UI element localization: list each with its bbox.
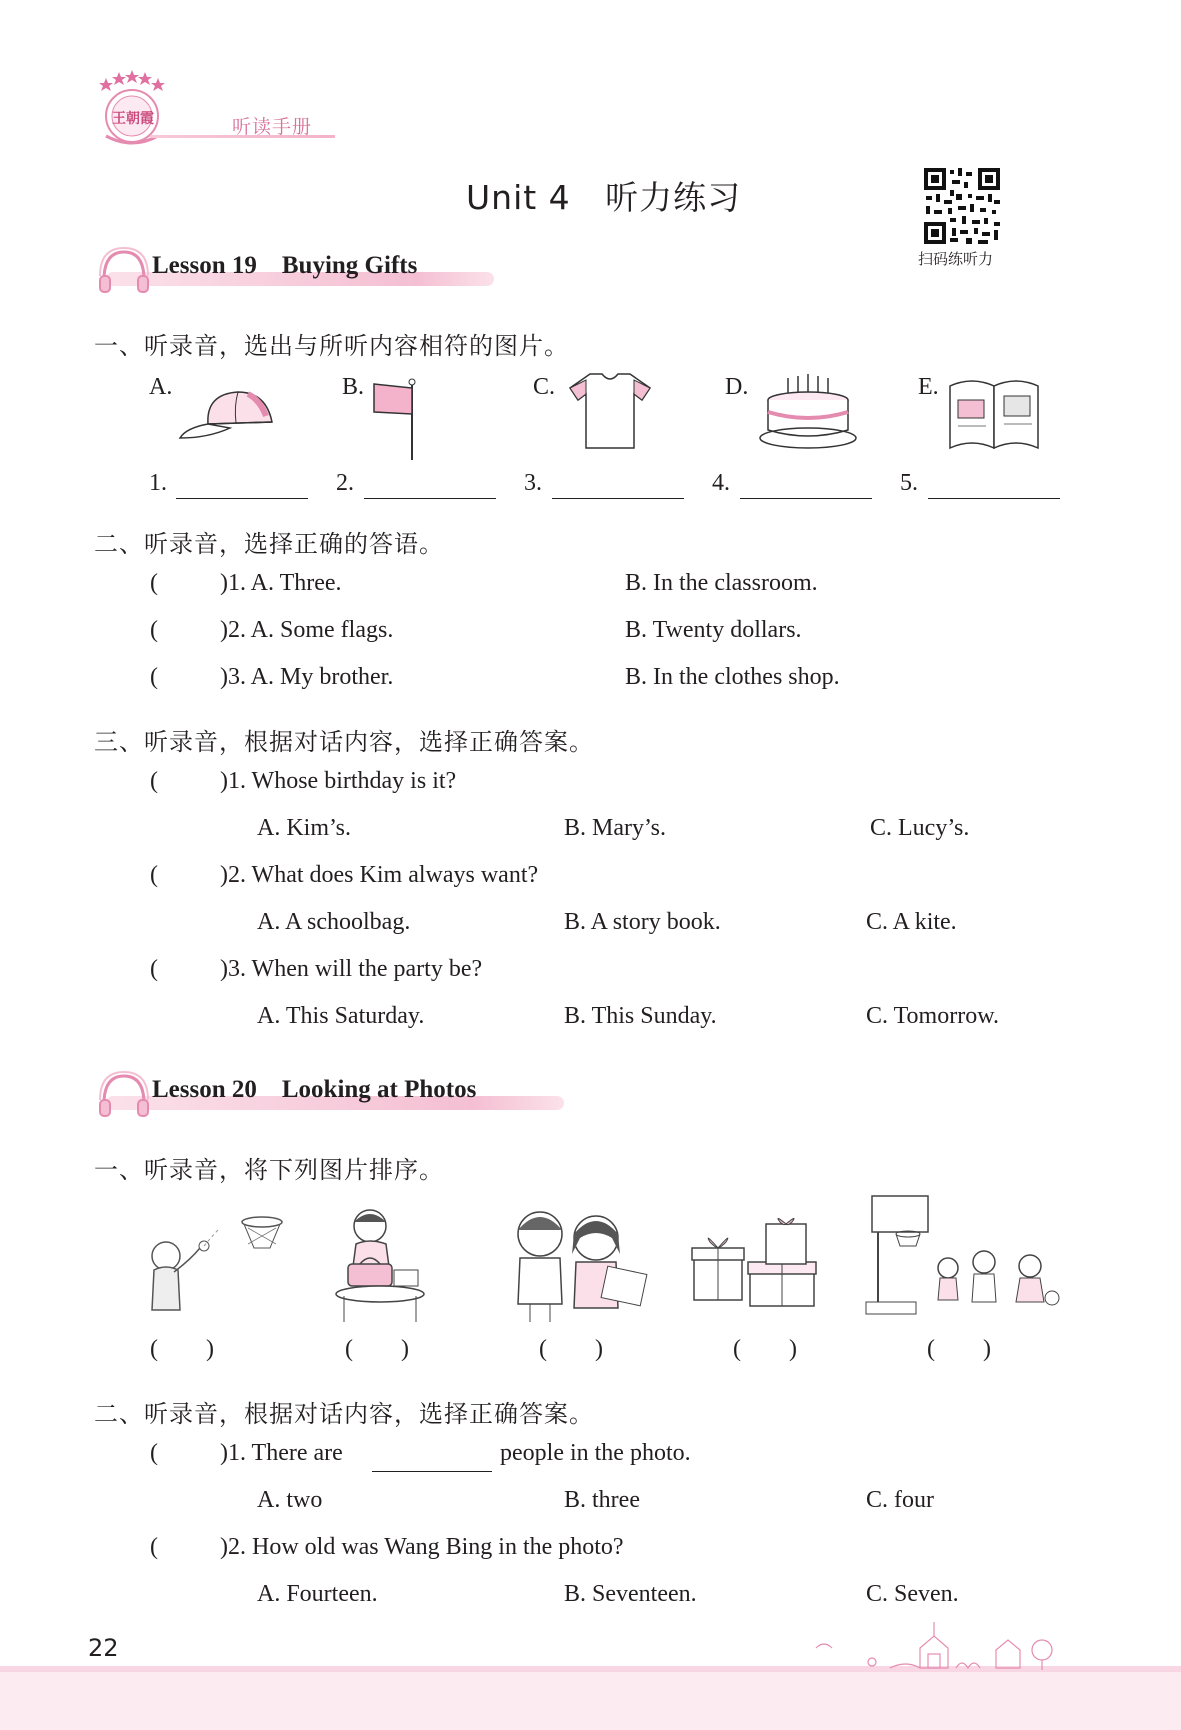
- headphones-icon: [96, 246, 152, 296]
- t-shirt-icon: [568, 372, 652, 450]
- option-b: B. This Sunday.: [564, 1003, 717, 1029]
- question-text: )1. Whose birthday is it?: [220, 768, 457, 794]
- option-b: B. A story book.: [564, 909, 721, 935]
- picture-letter-b: B.: [342, 374, 365, 400]
- answer-blank[interactable]: [552, 498, 684, 499]
- order-paren[interactable]: ( ): [539, 1336, 603, 1362]
- question-text: )3. When will the party be?: [220, 956, 483, 982]
- order-paren[interactable]: ( ): [927, 1336, 991, 1362]
- option-c: C. A kite.: [866, 909, 957, 935]
- blank-number: 4.: [712, 470, 730, 496]
- option-a: A. two: [257, 1487, 323, 1513]
- option-b: B. Seventeen.: [564, 1581, 697, 1607]
- option-a: A. Fourteen.: [257, 1581, 378, 1607]
- answer-blank[interactable]: [176, 498, 308, 499]
- picture-letter-c: C.: [533, 374, 556, 400]
- answer-paren[interactable]: (: [150, 1534, 158, 1560]
- picture-letter-e: E.: [918, 374, 939, 400]
- blank-number: 2.: [336, 470, 354, 496]
- question-option-a: )2. A. Some flags.: [220, 617, 394, 643]
- lesson-19-title: Lesson 19 Buying Gifts: [152, 252, 418, 279]
- question-option-a: )1. A. Three.: [220, 570, 342, 596]
- fill-in-blank[interactable]: [372, 1471, 492, 1472]
- blank-number: 1.: [149, 470, 167, 496]
- headphones-icon: [96, 1070, 152, 1120]
- section-heading: 二、听录音，根据对话内容，选择正确答案。: [94, 1400, 594, 1428]
- question-text: people in the photo.: [500, 1440, 691, 1466]
- order-paren[interactable]: ( ): [733, 1336, 797, 1362]
- boy-with-cake-icon: [330, 1204, 430, 1324]
- answer-paren[interactable]: (: [150, 570, 158, 596]
- answer-paren[interactable]: (: [150, 956, 158, 982]
- kids-basketball-hoop-icon: [862, 1192, 1062, 1322]
- qr-code-icon[interactable]: [922, 166, 1002, 246]
- answer-paren[interactable]: (: [150, 862, 158, 888]
- section-heading: 二、听录音，选择正确的答语。: [94, 530, 444, 558]
- gift-boxes-icon: [690, 1218, 820, 1310]
- lesson-19-banner: [96, 246, 496, 292]
- question-option-b: B. In the classroom.: [625, 570, 818, 596]
- answer-blank[interactable]: [364, 498, 496, 499]
- page-number: 22: [88, 1634, 119, 1662]
- flag-icon: [372, 378, 422, 462]
- option-c: C. Seven.: [866, 1581, 959, 1607]
- option-c: C. four: [866, 1487, 934, 1513]
- question-text: )2. How old was Wang Bing in the photo?: [220, 1534, 624, 1560]
- picture-letter-d: D.: [725, 374, 749, 400]
- option-c: C. Tomorrow.: [866, 1003, 999, 1029]
- option-a: A. A schoolbag.: [257, 909, 411, 935]
- lesson-20-title: Lesson 20 Looking at Photos: [152, 1076, 477, 1103]
- answer-blank[interactable]: [928, 498, 1060, 499]
- answer-paren[interactable]: (: [150, 617, 158, 643]
- order-paren[interactable]: ( ): [345, 1336, 409, 1362]
- option-c: C. Lucy’s.: [870, 815, 970, 841]
- option-b: B. three: [564, 1487, 640, 1513]
- answer-paren[interactable]: (: [150, 768, 158, 794]
- question-text: )1. There are: [220, 1440, 343, 1466]
- blank-number: 3.: [524, 470, 542, 496]
- section-heading: 三、听录音，根据对话内容，选择正确答案。: [94, 728, 594, 756]
- question-text: )2. What does Kim always want?: [220, 862, 539, 888]
- question-option-b: B. In the clothes shop.: [625, 664, 840, 690]
- book-section-title: 听读手册: [232, 116, 313, 138]
- picture-letter-a: A.: [149, 374, 173, 400]
- cap-icon: [178, 386, 276, 444]
- answer-blank[interactable]: [740, 498, 872, 499]
- answer-paren[interactable]: (: [150, 1440, 158, 1466]
- two-kids-photo-icon: [500, 1204, 650, 1324]
- section-heading: 一、听录音，将下列图片排序。: [94, 1156, 444, 1184]
- birthday-cake-icon: [758, 372, 858, 452]
- brand-logo-text: 王朝霞: [112, 111, 154, 127]
- section-heading: 一、听录音，选出与所听内容相符的图片。: [94, 332, 569, 360]
- answer-paren[interactable]: (: [150, 664, 158, 690]
- blank-number: 5.: [900, 470, 918, 496]
- qr-label: 扫码练听力: [918, 250, 994, 268]
- footer-band: [0, 1672, 1181, 1730]
- lesson-20-banner: [96, 1070, 566, 1116]
- order-paren[interactable]: ( ): [150, 1336, 214, 1362]
- question-option-b: B. Twenty dollars.: [625, 617, 802, 643]
- basketball-shot-icon: [130, 1210, 290, 1316]
- town-decoration-icon: [810, 1618, 1070, 1672]
- unit-title: Unit 4 听力练习: [466, 178, 742, 217]
- option-b: B. Mary’s.: [564, 815, 666, 841]
- option-a: A. Kim’s.: [257, 815, 352, 841]
- book-icon: [948, 372, 1040, 452]
- question-option-a: )3. A. My brother.: [220, 664, 394, 690]
- option-a: A. This Saturday.: [257, 1003, 425, 1029]
